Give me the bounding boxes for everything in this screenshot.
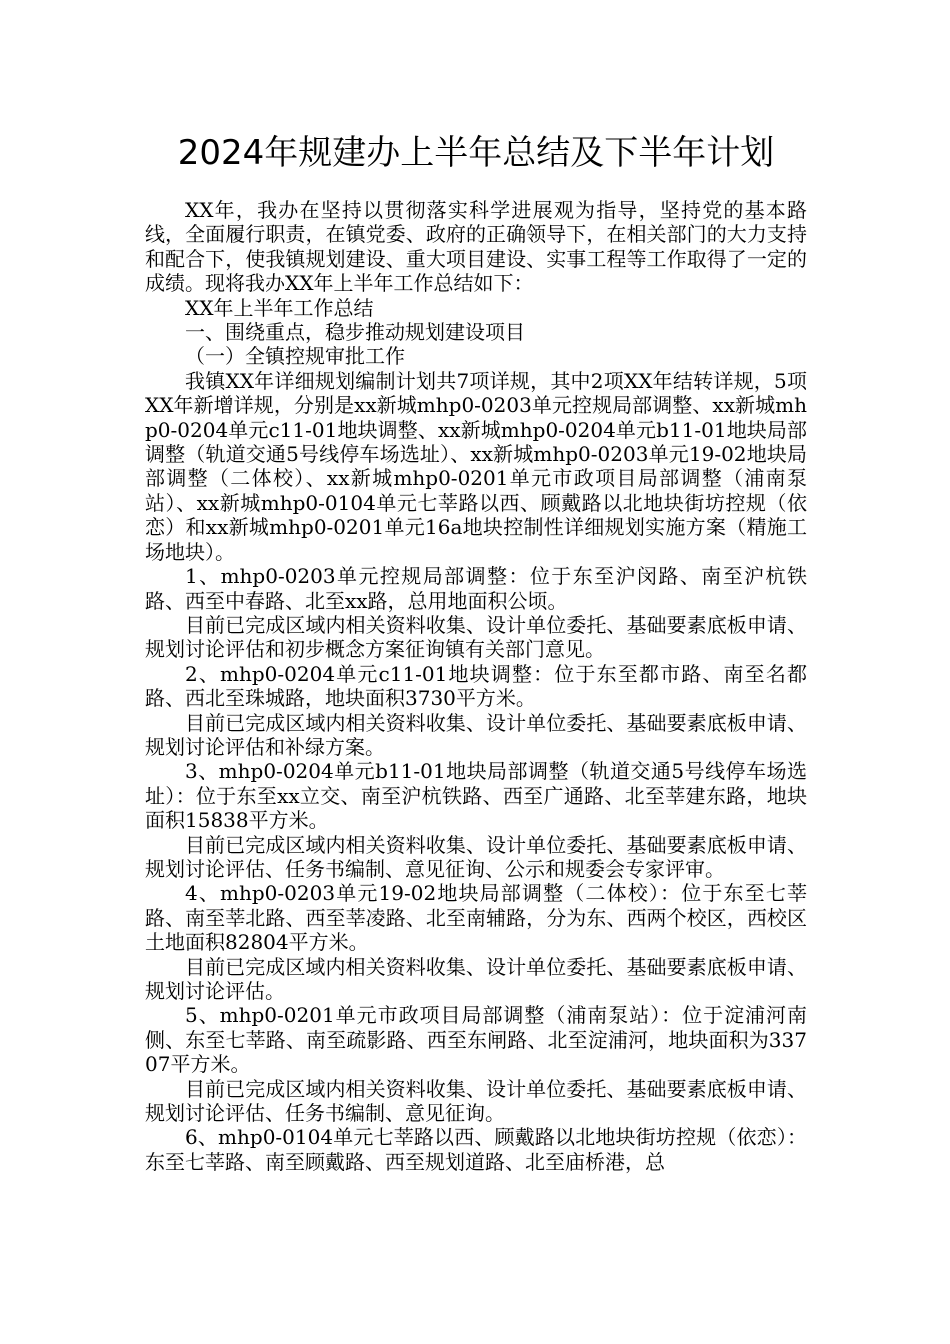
document-title: 2024年规建办上半年总结及下半年计划: [177, 133, 775, 173]
paragraph-item-2-progress: 目前已完成区域内相关资料收集、设计单位委托、基础要素底板申请、规划讨论评估和补绿方案。: [145, 710, 807, 759]
document-body: [145, 198, 807, 1174]
paragraph-plan-overview: 我镇XX年详细规划编制计划共7项详规，其中2项XX年结转详规，5项XX年新增详规，分别是xx新城mhp0-0203单元控规局部调整、xx新城mhp0-0204单元c11-01地块调整、xx新城mhp0-0204单元b11-01地块局部调整（轨道交通5号线停车场选址）、xx新城mhp0-0203单元19-02地块局部调整（二体校）、xx新城mhp0-0201单元市政项目局部调整（浦南泵站）、xx新城mhp0-0104单元七莘路以西、顾戴路以北地块街坊控规（依恋）和xx新城mhp0-0201单元16a地块控制性详细规划实施方案（精施工场地块）。: [145, 368, 807, 564]
paragraph-item-3: 3、mhp0-0204单元b11-01地块局部调整（轨道交通5号线停车场选址）：位于东至xx立交、南至沪杭铁路、西至广通路、北至莘建东路，地块面积15838平方米。: [145, 759, 807, 833]
paragraph-item-1: 1、mhp0-0203单元控规局部调整：位于东至沪闵路、南至沪杭铁路、西至中春路、北至xx路，总用地面积公顷。: [145, 564, 807, 613]
paragraph-item-4: 4、mhp0-0203单元19-02地块局部调整（二体校）：位于东至七莘路、南至莘北路、西至莘凌路、北至南辅路，分为东、西两个校区，西校区土地面积82804平方米。: [145, 881, 807, 955]
paragraph-item-5: 5、mhp0-0201单元市政项目局部调整（浦南泵站）：位于淀浦河南侧、东至七莘路、南至疏影路、西至东闸路、北至淀浦河，地块面积为33707平方米。: [145, 1003, 807, 1077]
heading-summary: XX年上半年工作总结: [185, 295, 374, 320]
heading-subsection-1: （一）全镇控规审批工作: [185, 344, 405, 369]
paragraph-intro: XX年，我办在坚持以贯彻落实科学进展观为指导，坚持党的基本路线，全面履行职责，在镇党委、政府的正确领导下，在相关部门的大力支持和配合下，使我镇规划建设、重大项目建设、实事工程等工作取得了一定的成绩。现将我办XX年上半年工作总结如下：: [145, 198, 807, 296]
paragraph-item-4-progress: 目前已完成区域内相关资料收集、设计单位委托、基础要素底板申请、规划讨论评估。: [145, 954, 807, 1003]
paragraph-item-6: 6、mhp0-0104单元七莘路以西、顾戴路以北地块街坊控规（依恋）：东至七莘路、南至顾戴路、西至规划道路、北至庙桥港，总: [145, 1125, 807, 1174]
paragraph-item-1-progress: 目前已完成区域内相关资料收集、设计单位委托、基础要素底板申请、规划讨论评估和初步概念方案征询镇有关部门意见。: [145, 612, 807, 662]
paragraph-item-3-progress: 目前已完成区域内相关资料收集、设计单位委托、基础要素底板申请、规划讨论评估、任务书编制、意见征询、公示和规委会专家评审。: [145, 832, 807, 881]
paragraph-item-5-progress: 目前已完成区域内相关资料收集、设计单位委托、基础要素底板申请、规划讨论评估、任务书编制、意见征询。: [145, 1076, 807, 1126]
paragraph-item-2: 2、mhp0-0204单元c11-01地块调整：位于东至都市路、南至名都路、西北至珠城路，地块面积3730平方米。: [145, 661, 807, 711]
document-page: [145, 0, 807, 1174]
heading-section-1: 一、围绕重点，稳步推动规划建设项目: [185, 320, 525, 345]
